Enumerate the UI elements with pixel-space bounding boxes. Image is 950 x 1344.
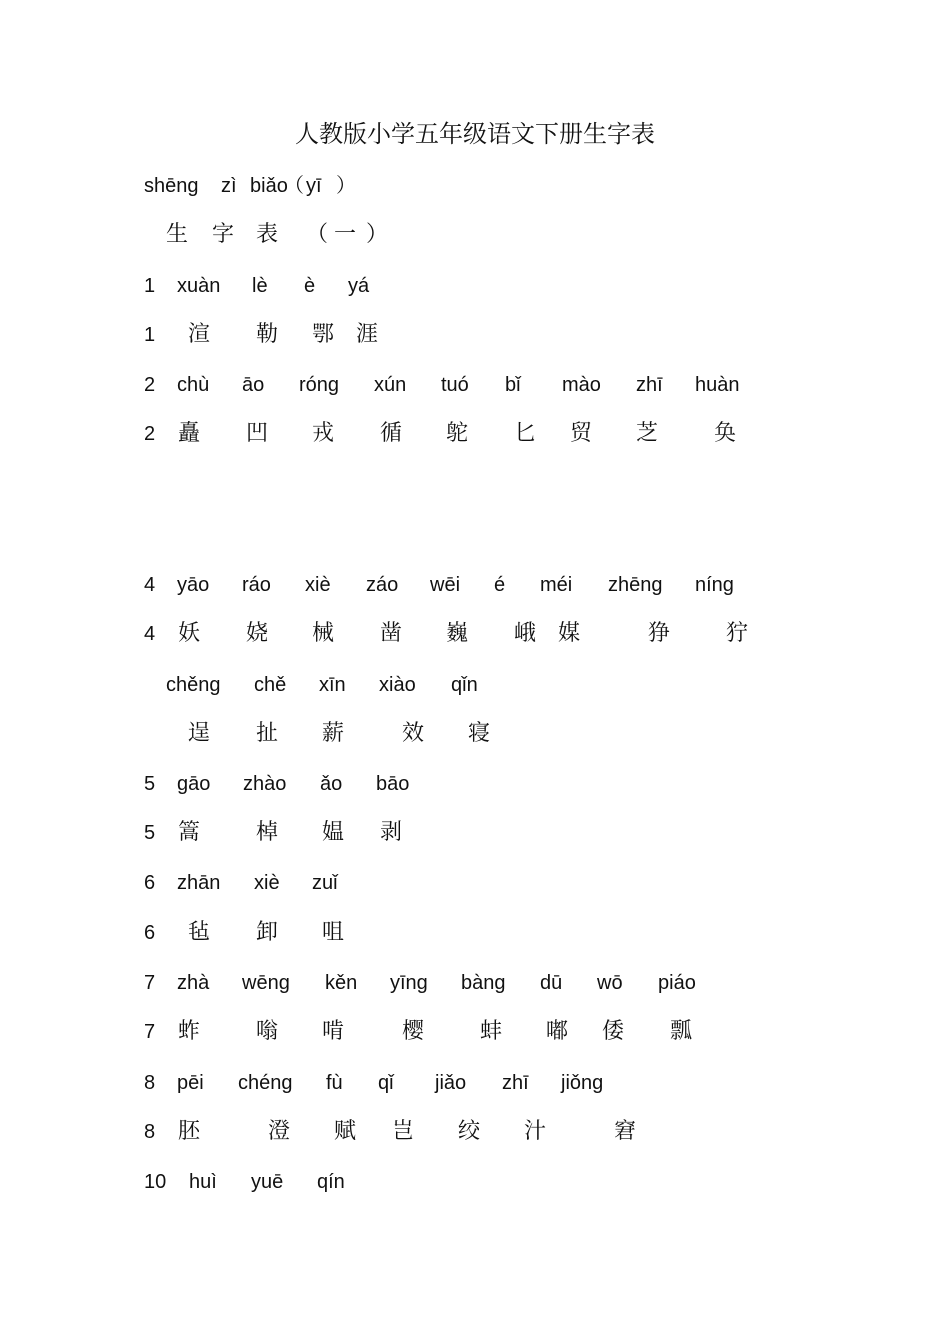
pinyin-syllable: wēng	[242, 972, 290, 994]
pinyin-syllable: xuàn	[177, 275, 221, 297]
hanzi-character: 巍	[446, 621, 469, 646]
pinyin-syllable: jiǒng	[561, 1072, 604, 1094]
pinyin-syllable: é	[494, 574, 506, 596]
pinyin-syllable: jiǎo	[435, 1072, 467, 1094]
pinyin-syllable: róng	[299, 374, 340, 396]
hanzi-character: 棹	[256, 820, 279, 845]
pinyin-syllable: méi	[540, 574, 573, 596]
hanzi-character: 涯	[356, 322, 379, 347]
hanzi-character: 樱	[402, 1019, 425, 1044]
hanzi-character: 卸	[256, 920, 279, 945]
page-title: 人教版小学五年级语文下册生字表	[295, 120, 655, 148]
pinyin-syllable: bāo	[376, 773, 410, 795]
pinyin-syllable: zuǐ	[312, 872, 338, 894]
hanzi-character: 娆	[246, 621, 269, 646]
pinyin-syllable: qín	[317, 1171, 345, 1193]
header-hanzi: ）	[366, 222, 389, 247]
hanzi-character: 妖	[178, 621, 201, 646]
pinyin-syllable: āo	[242, 374, 265, 396]
hanzi-character: 绞	[458, 1119, 481, 1144]
pinyin-syllable: mào	[562, 374, 601, 396]
lesson-number: 7	[144, 1021, 156, 1043]
lesson-number: 6	[144, 922, 156, 944]
hanzi-character: 渲	[188, 322, 211, 347]
lesson-number: 6	[144, 872, 156, 894]
lesson-number: 4	[144, 574, 156, 596]
hanzi-character: 窘	[614, 1119, 637, 1144]
hanzi-character: 扯	[256, 721, 279, 746]
pinyin-syllable: ráo	[242, 574, 271, 596]
lesson-number: 2	[144, 423, 156, 445]
pinyin-syllable: níng	[695, 574, 734, 596]
header-pinyin: yī	[306, 175, 322, 197]
pinyin-syllable: xiè	[254, 872, 280, 894]
pinyin-syllable: dū	[540, 972, 563, 994]
header-hanzi: 生	[166, 222, 189, 247]
pinyin-syllable: qǐ	[378, 1072, 394, 1094]
pinyin-syllable: zhī	[636, 374, 663, 396]
hanzi-character: 芝	[636, 421, 659, 446]
header-hanzi: 一	[334, 222, 357, 247]
hanzi-character: 效	[402, 721, 425, 746]
lesson-number: 2	[144, 374, 156, 396]
lesson-number: 8	[144, 1121, 156, 1143]
hanzi-character: 嗡	[256, 1019, 279, 1044]
lesson-number: 7	[144, 972, 156, 994]
header-pinyin: shēng	[144, 175, 199, 197]
hanzi-character: 凹	[246, 421, 269, 446]
pinyin-syllable: zhào	[243, 773, 287, 795]
lesson-number: 5	[144, 822, 156, 844]
pinyin-syllable: zhà	[177, 972, 210, 994]
pinyin-syllable: zhān	[177, 872, 221, 894]
hanzi-character: 倭	[602, 1019, 625, 1044]
hanzi-character: 赋	[334, 1119, 357, 1144]
pinyin-syllable: yá	[348, 275, 370, 297]
pinyin-syllable: xiào	[379, 674, 416, 696]
pinyin-syllable: zhēng	[608, 574, 663, 596]
header-pinyin: （	[284, 175, 304, 197]
header-hanzi: 字	[212, 222, 235, 247]
pinyin-syllable: bàng	[461, 972, 506, 994]
pinyin-syllable: qǐn	[451, 674, 478, 696]
hanzi-character: 毡	[188, 920, 211, 945]
hanzi-character: 媪	[322, 820, 345, 845]
hanzi-character: 寝	[468, 721, 491, 746]
lesson-number: 1	[144, 275, 156, 297]
hanzi-character: 澄	[268, 1119, 291, 1144]
pinyin-syllable: fù	[326, 1072, 343, 1094]
pinyin-syllable: kěn	[325, 972, 358, 994]
pinyin-syllable: huàn	[695, 374, 740, 396]
pinyin-syllable: wēi	[430, 574, 461, 596]
hanzi-character: 咀	[322, 920, 345, 945]
hanzi-character: 薪	[322, 721, 345, 746]
header-pinyin: ）	[336, 175, 356, 197]
hanzi-character: 贸	[570, 421, 593, 446]
pinyin-syllable: yīng	[390, 972, 428, 994]
pinyin-syllable: yuē	[251, 1171, 284, 1193]
hanzi-character: 械	[312, 621, 335, 646]
lesson-number: 4	[144, 623, 156, 645]
hanzi-character: 奂	[714, 421, 737, 446]
pinyin-syllable: è	[304, 275, 316, 297]
lesson-number: 10	[144, 1171, 167, 1193]
pinyin-syllable: chù	[177, 374, 210, 396]
hanzi-character: 戎	[312, 421, 335, 446]
pinyin-syllable: chěng	[166, 674, 221, 696]
pinyin-syllable: tuó	[441, 374, 469, 396]
hanzi-character: 胚	[178, 1119, 201, 1144]
hanzi-character: 矗	[178, 421, 201, 446]
header-hanzi: （	[306, 222, 329, 247]
hanzi-character: 瓢	[670, 1019, 693, 1044]
hanzi-character: 蚱	[178, 1019, 201, 1044]
hanzi-character: 蚌	[480, 1019, 503, 1044]
header-pinyin: biǎo	[250, 175, 288, 197]
hanzi-character: 嘟	[546, 1019, 569, 1044]
hanzi-character: 循	[380, 421, 403, 446]
pinyin-syllable: xún	[374, 374, 407, 396]
hanzi-character: 匕	[514, 421, 537, 446]
hanzi-character: 啃	[322, 1019, 345, 1044]
pinyin-syllable: wō	[597, 972, 623, 994]
pinyin-syllable: zhī	[502, 1072, 529, 1094]
lesson-number: 1	[144, 324, 156, 346]
hanzi-character: 媒	[558, 621, 581, 646]
hanzi-character: 汁	[524, 1119, 547, 1144]
hanzi-character: 篙	[178, 820, 201, 845]
pinyin-syllable: chéng	[238, 1072, 293, 1094]
lesson-number: 8	[144, 1072, 156, 1094]
pinyin-syllable: yāo	[177, 574, 210, 596]
pinyin-syllable: záo	[366, 574, 399, 596]
pinyin-syllable: ǎo	[320, 773, 343, 795]
pinyin-syllable: xiè	[305, 574, 331, 596]
lesson-number: 5	[144, 773, 156, 795]
hanzi-character: 峨	[514, 621, 537, 646]
pinyin-syllable: pēi	[177, 1072, 204, 1094]
hanzi-character: 剥	[380, 820, 403, 845]
pinyin-syllable: lè	[252, 275, 268, 297]
header-pinyin: zì	[221, 175, 237, 197]
hanzi-character: 岂	[392, 1119, 415, 1144]
hanzi-character: 鸵	[446, 421, 469, 446]
hanzi-character: 狰	[648, 621, 671, 646]
pinyin-syllable: gāo	[177, 773, 211, 795]
header-hanzi: 表	[256, 222, 279, 247]
pinyin-syllable: huì	[189, 1171, 217, 1193]
pinyin-syllable: chě	[254, 674, 287, 696]
pinyin-syllable: piáo	[658, 972, 696, 994]
hanzi-character: 凿	[380, 621, 403, 646]
pinyin-syllable: xīn	[319, 674, 346, 696]
hanzi-character: 狞	[726, 621, 749, 646]
hanzi-character: 勒	[256, 322, 279, 347]
pinyin-syllable: bǐ	[505, 374, 521, 396]
hanzi-character: 逞	[188, 721, 211, 746]
hanzi-character: 鄂	[312, 322, 335, 347]
